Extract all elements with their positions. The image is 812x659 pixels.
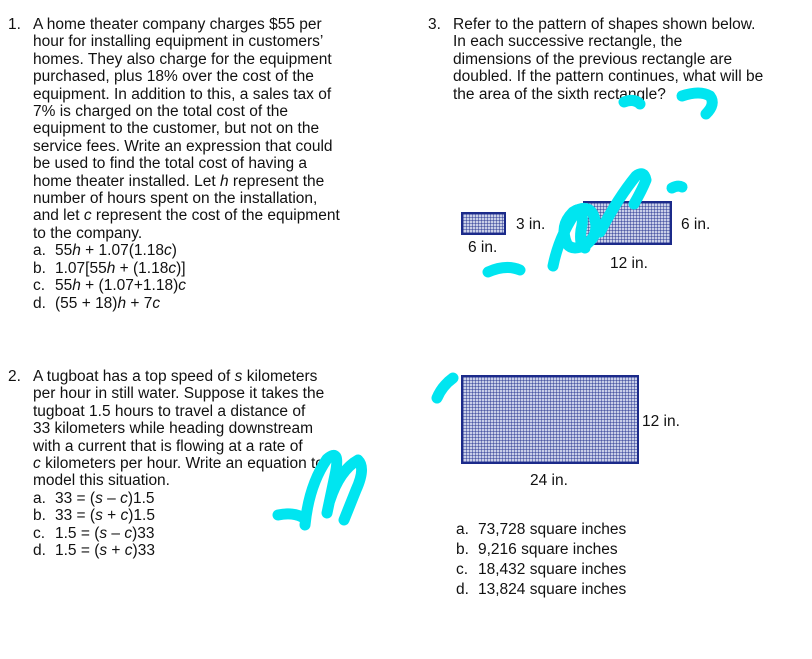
choice-letter: d. xyxy=(33,294,46,312)
q1-choice-c[interactable] xyxy=(33,277,398,294)
q3-choice-a[interactable] xyxy=(456,520,626,540)
question-2 xyxy=(8,368,398,559)
choice-variable: c xyxy=(124,524,133,542)
rectangle-2-width-label: 12 in. xyxy=(610,255,648,272)
q1-line xyxy=(33,173,398,190)
choice-text: )1.5 xyxy=(127,489,155,507)
choice-text: + 1.07(1.18 xyxy=(80,242,165,260)
choice-text: + (1.18 xyxy=(115,259,169,277)
question-1-number: 1. xyxy=(8,16,21,33)
q1-line: equipment. In addition to this, a sales tax of xyxy=(33,85,332,103)
q2-line: with a current that is flowing at a rate of xyxy=(33,437,303,455)
choice-text: )33 xyxy=(132,542,155,560)
q1-text: represent the xyxy=(232,172,325,190)
q1-line: number of hours spent on the installation, xyxy=(33,190,318,208)
choice-text: )33 xyxy=(132,524,155,542)
rectangle-3 xyxy=(461,375,639,464)
choice-text: + xyxy=(102,507,121,525)
q1-line: hour for installing equipment in customers’ xyxy=(33,33,324,51)
q1-line xyxy=(33,207,398,224)
choice-text: – xyxy=(107,524,125,542)
q1-choice-b[interactable] xyxy=(33,260,398,277)
choice-text: 18,432 square inches xyxy=(478,561,627,578)
choice-letter: b. xyxy=(33,259,46,277)
choice-text: )1.5 xyxy=(128,507,155,525)
choice-text: 55 xyxy=(55,277,73,295)
q3-line: doubled. If the pattern continues, what will be xyxy=(453,68,764,86)
question-1-stem xyxy=(33,16,398,312)
choice-text: 33 = ( xyxy=(55,507,96,525)
rectangle-1-width-label: 6 in. xyxy=(468,239,498,256)
choice-variable: c xyxy=(124,542,133,560)
question-3-number: 3. xyxy=(428,16,441,33)
choice-variable: h xyxy=(72,242,81,260)
choice-variable: s xyxy=(99,524,108,542)
choice-text: + xyxy=(107,542,125,560)
choice-variable: c xyxy=(164,242,172,260)
watermark-stroke xyxy=(488,267,520,272)
choice-text: 73,728 square inches xyxy=(478,521,627,538)
watermark-stroke xyxy=(437,378,453,398)
q1-choice-d[interactable] xyxy=(33,295,398,312)
choice-variable: s xyxy=(95,507,103,525)
watermark-stroke xyxy=(553,210,585,266)
q2-choice-d[interactable] xyxy=(33,542,398,559)
rectangle-2-height-label: 6 in. xyxy=(681,216,711,233)
q1-text: represent the cost of the equipment xyxy=(95,207,340,225)
q1-line: A home theater company charges $55 per xyxy=(33,16,322,33)
choice-variable: c xyxy=(152,294,161,312)
question-3-stem xyxy=(453,16,812,103)
choice-text: 13,824 square inches xyxy=(478,581,627,598)
choice-text: 1.5 = ( xyxy=(55,524,100,542)
q1-line: be used to find the total cost of having a xyxy=(33,155,308,173)
q1-variable-c: c xyxy=(83,207,92,225)
q2-line: tugboat 1.5 hours to travel a distance of xyxy=(33,402,306,420)
q2-variable-s: s xyxy=(234,368,243,385)
q2-text: kilometers per hour. Write an equation to xyxy=(45,455,324,473)
choice-letter: a. xyxy=(33,489,46,507)
q2-line: per hour in still water. Suppose it takes the xyxy=(33,385,325,403)
q1-choice-a[interactable] xyxy=(33,242,398,259)
q1-text: home theater installed. Let xyxy=(33,172,216,190)
question-2-stem xyxy=(33,368,398,559)
q2-line xyxy=(33,455,398,472)
choice-variable: s xyxy=(99,542,108,560)
choice-letter: c. xyxy=(33,277,46,295)
q1-text: and let xyxy=(33,207,80,225)
choice-text: 33 = ( xyxy=(55,489,96,507)
question-2-number: 2. xyxy=(8,368,21,385)
q3-line: In each successive rectangle, the xyxy=(453,33,683,51)
question-3-choices xyxy=(456,520,626,600)
choice-text: – xyxy=(102,489,121,507)
q2-line: model this situation. xyxy=(33,472,170,490)
choice-text: )] xyxy=(176,259,186,277)
rectangle-2 xyxy=(583,201,672,245)
q1-line: homes. They also charge for the equipment xyxy=(33,50,332,68)
choice-text: 9,216 square inches xyxy=(478,541,618,558)
q3-choice-d[interactable] xyxy=(456,580,626,600)
choice-letter: b. xyxy=(456,541,469,558)
choice-variable: h xyxy=(72,277,81,295)
q2-variable-c: c xyxy=(33,455,41,473)
rectangle-3-height-label: 12 in. xyxy=(642,413,680,430)
choice-variable: c xyxy=(168,259,177,277)
q2-choice-a[interactable] xyxy=(33,490,398,507)
choice-letter: d. xyxy=(456,581,469,598)
q2-text: kilometers xyxy=(246,368,318,385)
choice-letter: d. xyxy=(33,542,46,560)
q3-line: dimensions of the previous rectangle are xyxy=(453,50,733,68)
q1-line: 7% is charged on the total cost of the xyxy=(33,103,289,121)
q1-variable-h: h xyxy=(219,172,229,190)
q2-line: 33 kilometers while heading downstream xyxy=(33,420,314,438)
q1-line: equipment to the customer, but not on the xyxy=(33,120,320,138)
choice-letter: c. xyxy=(33,524,46,542)
q1-line: service fees. Write an expression that could xyxy=(33,137,333,155)
q2-line xyxy=(33,368,398,385)
choice-variable: h xyxy=(106,259,116,277)
choice-letter: c. xyxy=(456,561,469,578)
q3-line: Refer to the pattern of shapes shown below. xyxy=(453,16,756,33)
choice-text: + (1.07+1.18) xyxy=(80,277,179,295)
choice-variable: c xyxy=(178,277,186,295)
q1-line: to the company. xyxy=(33,224,143,242)
choice-variable: s xyxy=(95,489,103,507)
question-3 xyxy=(428,16,812,103)
q2-choice-c[interactable] xyxy=(33,525,398,542)
rectangle-1-height-label: 3 in. xyxy=(516,216,546,233)
q2-choice-b[interactable] xyxy=(33,507,398,524)
choice-variable: c xyxy=(120,507,129,525)
watermark-stroke xyxy=(672,186,682,188)
choice-text: ) xyxy=(171,242,177,260)
question-1 xyxy=(8,16,398,312)
choice-letter: a. xyxy=(33,242,46,260)
choice-text: (55 + 18) xyxy=(55,294,118,312)
rectangle-3-width-label: 24 in. xyxy=(530,472,568,489)
choice-text: 1.07[55 xyxy=(55,259,107,277)
choice-letter: a. xyxy=(456,521,469,538)
choice-text: 55 xyxy=(55,242,73,260)
q1-line: purchased, plus 18% over the cost of the xyxy=(33,68,314,86)
choice-text: 1.5 = ( xyxy=(55,542,100,560)
q2-text: A tugboat has a top speed of xyxy=(33,368,231,385)
choice-variable: h xyxy=(117,294,127,312)
choice-letter: b. xyxy=(33,507,46,525)
choice-variable: c xyxy=(120,489,128,507)
rectangle-1 xyxy=(461,212,506,235)
q3-choice-c[interactable] xyxy=(456,560,626,580)
choice-text: + 7 xyxy=(126,294,153,312)
q3-line: the area of the sixth rectangle? xyxy=(453,85,666,103)
q3-choice-b[interactable] xyxy=(456,540,626,560)
